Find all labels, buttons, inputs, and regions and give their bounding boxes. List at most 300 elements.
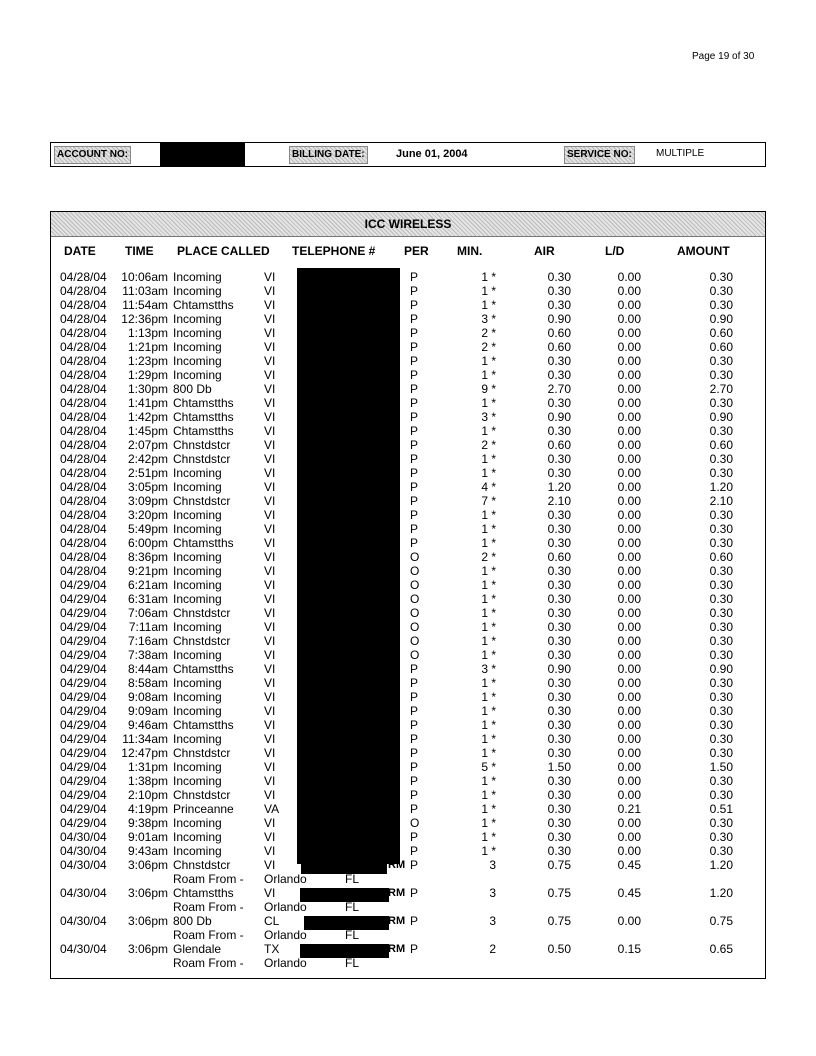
cell-time: 11:34am — [122, 732, 168, 746]
cell-time: 1:23pm — [127, 354, 168, 368]
cell-time: 7:06am — [127, 606, 168, 620]
cell-amount: 0.30 — [709, 298, 733, 312]
cell-per: O — [410, 592, 420, 606]
cell-place: Incoming — [173, 340, 222, 354]
call-row — [51, 774, 765, 788]
cell-min: 1 * — [481, 844, 496, 858]
roam-from-row — [51, 956, 765, 970]
cell-roam-state: FL — [345, 956, 360, 970]
cell-air: 0.30 — [547, 354, 571, 368]
cell-ld: 0.00 — [617, 382, 641, 396]
cell-place: Incoming — [173, 354, 222, 368]
cell-roam-label: Roam From - — [173, 928, 244, 942]
cell-ld: 0.00 — [617, 410, 641, 424]
cell-date: 04/29/04 — [60, 774, 107, 788]
header-min: MIN. — [457, 244, 483, 258]
call-row — [51, 620, 765, 634]
cell-time: 5:49pm — [127, 522, 168, 536]
cell-state: VI — [264, 788, 276, 802]
cell-date: 04/30/04 — [60, 886, 107, 900]
call-row — [51, 340, 765, 354]
cell-place: Chtamstths — [173, 424, 234, 438]
cell-per: P — [410, 284, 419, 298]
cell-per: P — [410, 886, 419, 900]
cell-min: 1 * — [481, 536, 496, 550]
call-row — [51, 522, 765, 536]
cell-air: 0.30 — [547, 844, 571, 858]
cell-date: 04/30/04 — [60, 830, 107, 844]
cell-date: 04/28/04 — [60, 452, 107, 466]
cell-per: P — [410, 788, 419, 802]
cell-ld: 0.21 — [617, 802, 641, 816]
cell-amount: 0.30 — [709, 844, 733, 858]
cell-ld: 0.00 — [617, 312, 641, 326]
cell-amount: 0.30 — [709, 536, 733, 550]
cell-min: 1 * — [481, 592, 496, 606]
cell-state: VI — [264, 298, 276, 312]
cell-amount: 0.30 — [709, 270, 733, 284]
cell-per: P — [410, 326, 419, 340]
call-row — [51, 676, 765, 690]
cell-time: 2:10pm — [127, 788, 168, 802]
cell-min: 1 * — [481, 368, 496, 382]
cell-state: VI — [264, 564, 276, 578]
cell-date: 04/28/04 — [60, 270, 107, 284]
cell-roam-state: FL — [345, 872, 360, 886]
cell-air: 0.30 — [547, 648, 571, 662]
cell-air: 2.70 — [547, 382, 571, 396]
cell-ld: 0.00 — [617, 592, 641, 606]
call-row — [51, 326, 765, 340]
cell-min: 1 * — [481, 270, 496, 284]
cell-date: 04/28/04 — [60, 424, 107, 438]
cell-ld: 0.00 — [617, 424, 641, 438]
cell-min: 3 * — [481, 312, 496, 326]
cell-place: Chnstdstcr — [173, 634, 231, 648]
cell-amount: 0.90 — [709, 410, 733, 424]
cell-amount: 0.30 — [709, 564, 733, 578]
cell-amount: 0.30 — [709, 648, 733, 662]
cell-amount: 0.30 — [709, 424, 733, 438]
cell-date: 04/30/04 — [60, 942, 107, 956]
cell-ld: 0.00 — [617, 354, 641, 368]
cell-state: VI — [264, 634, 276, 648]
cell-time: 9:08am — [127, 690, 168, 704]
cell-time: 3:09pm — [127, 494, 168, 508]
cell-amount: 0.90 — [709, 662, 733, 676]
cell-place: Chnstdstcr — [173, 452, 231, 466]
cell-state: VI — [264, 816, 276, 830]
cell-place: Incoming — [173, 578, 222, 592]
cell-amount: 0.30 — [709, 606, 733, 620]
cell-air: 0.75 — [547, 858, 571, 872]
cell-air: 0.30 — [547, 536, 571, 550]
header-per: PER — [404, 244, 429, 258]
cell-air: 0.50 — [547, 942, 571, 956]
cell-place: Chtamstths — [173, 718, 234, 732]
roam-from-row — [51, 900, 765, 914]
cell-per: P — [410, 844, 419, 858]
cell-amount: 0.60 — [709, 340, 733, 354]
cell-per: P — [410, 830, 419, 844]
cell-air: 0.30 — [547, 690, 571, 704]
cell-time: 1:29pm — [127, 368, 168, 382]
cell-roam-label: Roam From - — [173, 872, 244, 886]
cell-air: 0.30 — [547, 270, 571, 284]
cell-place: Chtamstths — [173, 536, 234, 550]
cell-time: 9:01am — [127, 830, 168, 844]
call-row — [51, 704, 765, 718]
roaming-marker: RM — [388, 887, 406, 899]
cell-time: 6:21am — [127, 578, 168, 592]
cell-state: VI — [264, 704, 276, 718]
cell-place: Incoming — [173, 326, 222, 340]
cell-date: 04/29/04 — [60, 578, 107, 592]
cell-min: 3 * — [481, 662, 496, 676]
cell-date: 04/29/04 — [60, 648, 107, 662]
cell-per: P — [410, 760, 419, 774]
cell-ld: 0.00 — [617, 508, 641, 522]
call-row — [51, 424, 765, 438]
call-row — [51, 648, 765, 662]
cell-date: 04/29/04 — [60, 746, 107, 760]
cell-air: 0.30 — [547, 746, 571, 760]
cell-time: 6:31am — [127, 592, 168, 606]
cell-date: 04/28/04 — [60, 382, 107, 396]
cell-amount: 0.30 — [709, 508, 733, 522]
roaming-marker: RM — [388, 943, 406, 955]
cell-state: VA — [264, 802, 280, 816]
cell-state: VI — [264, 830, 276, 844]
cell-place: Incoming — [173, 466, 222, 480]
cell-air: 1.20 — [547, 480, 571, 494]
billing-date-value: June 01, 2004 — [396, 148, 468, 160]
cell-amount: 0.30 — [709, 452, 733, 466]
cell-place: Chnstdstcr — [173, 438, 231, 452]
cell-place: Incoming — [173, 620, 222, 634]
cell-min: 1 * — [481, 578, 496, 592]
cell-place: Chtamstths — [173, 410, 234, 424]
cell-min: 1 * — [481, 690, 496, 704]
cell-min: 9 * — [481, 382, 496, 396]
cell-ld: 0.00 — [617, 270, 641, 284]
cell-min: 1 * — [481, 466, 496, 480]
cell-ld: 0.00 — [617, 452, 641, 466]
cell-state: VI — [264, 606, 276, 620]
cell-min: 1 * — [481, 704, 496, 718]
cell-state: VI — [264, 550, 276, 564]
cell-time: 3:06pm — [127, 858, 168, 872]
cell-amount: 0.60 — [709, 550, 733, 564]
cell-per: P — [410, 690, 419, 704]
call-row — [51, 480, 765, 494]
cell-place: Chnstdstcr — [173, 606, 231, 620]
call-row — [51, 368, 765, 382]
cell-per: P — [410, 298, 419, 312]
cell-state: VI — [264, 340, 276, 354]
cell-state: VI — [264, 368, 276, 382]
cell-time: 1:38pm — [127, 774, 168, 788]
cell-amount: 0.30 — [709, 634, 733, 648]
call-row — [51, 298, 765, 312]
cell-air: 0.30 — [547, 522, 571, 536]
cell-per: P — [410, 382, 419, 396]
cell-min: 1 * — [481, 522, 496, 536]
cell-ld: 0.00 — [617, 368, 641, 382]
cell-air: 0.30 — [547, 466, 571, 480]
cell-per: P — [410, 508, 419, 522]
cell-state: VI — [264, 620, 276, 634]
cell-air: 1.50 — [547, 760, 571, 774]
call-row — [51, 690, 765, 704]
cell-date: 04/28/04 — [60, 466, 107, 480]
header-time: TIME — [125, 244, 154, 258]
cell-min: 1 * — [481, 564, 496, 578]
cell-ld: 0.00 — [617, 536, 641, 550]
cell-amount: 0.60 — [709, 326, 733, 340]
cell-min: 1 * — [481, 830, 496, 844]
cell-min: 3 * — [481, 410, 496, 424]
cell-amount: 0.30 — [709, 746, 733, 760]
cell-time: 2:51pm — [127, 466, 168, 480]
cell-roam-city: Orlando — [264, 900, 307, 914]
header-ld: L/D — [605, 244, 625, 258]
cell-ld: 0.00 — [617, 340, 641, 354]
cell-min: 1 * — [481, 774, 496, 788]
cell-air: 0.30 — [547, 424, 571, 438]
cell-air: 0.30 — [547, 802, 571, 816]
cell-place: Incoming — [173, 704, 222, 718]
cell-time: 11:03am — [122, 284, 168, 298]
cell-ld: 0.00 — [617, 676, 641, 690]
cell-min: 2 — [489, 942, 496, 956]
cell-date: 04/29/04 — [60, 704, 107, 718]
cell-roam-city: Orlando — [264, 872, 307, 886]
cell-date: 04/28/04 — [60, 298, 107, 312]
header-place-called: PLACE CALLED — [177, 244, 270, 258]
cell-amount: 0.75 — [709, 914, 733, 928]
cell-place: Incoming — [173, 690, 222, 704]
cell-roam-label: Roam From - — [173, 956, 244, 970]
call-row — [51, 564, 765, 578]
cell-per: P — [410, 536, 419, 550]
cell-time: 1:13pm — [127, 326, 168, 340]
cell-min: 1 * — [481, 788, 496, 802]
cell-place: Incoming — [173, 508, 222, 522]
cell-per: P — [410, 802, 419, 816]
cell-state: VI — [264, 522, 276, 536]
cell-ld: 0.00 — [617, 774, 641, 788]
cell-date: 04/29/04 — [60, 760, 107, 774]
cell-ld: 0.00 — [617, 522, 641, 536]
cell-time: 9:46am — [127, 718, 168, 732]
cell-min: 2 * — [481, 438, 496, 452]
call-row — [51, 536, 765, 550]
cell-air: 0.90 — [547, 410, 571, 424]
cell-air: 0.30 — [547, 704, 571, 718]
cell-per: P — [410, 746, 419, 760]
cell-air: 0.30 — [547, 508, 571, 522]
cell-amount: 0.30 — [709, 284, 733, 298]
cell-air: 0.30 — [547, 774, 571, 788]
cell-state: VI — [264, 732, 276, 746]
cell-ld: 0.00 — [617, 704, 641, 718]
cell-amount: 0.30 — [709, 578, 733, 592]
cell-air: 0.75 — [547, 914, 571, 928]
cell-date: 04/28/04 — [60, 340, 107, 354]
cell-date: 04/29/04 — [60, 788, 107, 802]
cell-state: VI — [264, 676, 276, 690]
cell-date: 04/29/04 — [60, 662, 107, 676]
cell-time: 9:21pm — [127, 564, 168, 578]
cell-min: 1 * — [481, 634, 496, 648]
cell-air: 0.30 — [547, 732, 571, 746]
cell-roam-state: FL — [345, 900, 360, 914]
account-no-label: ACCOUNT NO: — [54, 146, 131, 164]
cell-per: P — [410, 914, 419, 928]
cell-air: 0.60 — [547, 438, 571, 452]
cell-state: VI — [264, 718, 276, 732]
call-row — [51, 802, 765, 816]
cell-time: 3:06pm — [127, 942, 168, 956]
cell-per: P — [410, 396, 419, 410]
cell-state: VI — [264, 774, 276, 788]
roam-from-row — [51, 872, 765, 886]
cell-air: 0.30 — [547, 368, 571, 382]
cell-per: P — [410, 340, 419, 354]
cell-min: 3 — [489, 858, 496, 872]
cell-ld: 0.00 — [617, 844, 641, 858]
account-info-bar — [50, 142, 766, 167]
cell-date: 04/29/04 — [60, 816, 107, 830]
cell-time: 11:54am — [122, 298, 168, 312]
cell-air: 0.30 — [547, 788, 571, 802]
cell-state: VI — [264, 326, 276, 340]
cell-state: TX — [264, 942, 280, 956]
roaming-marker: RM — [388, 915, 406, 927]
cell-date: 04/28/04 — [60, 480, 107, 494]
cell-time: 1:30pm — [127, 382, 168, 396]
call-row — [51, 270, 765, 284]
cell-state: VI — [264, 858, 276, 872]
call-row — [51, 662, 765, 676]
cell-ld: 0.45 — [617, 858, 641, 872]
cell-air: 0.30 — [547, 676, 571, 690]
cell-place: Glendale — [173, 942, 222, 956]
cell-ld: 0.00 — [617, 620, 641, 634]
cell-amount: 0.30 — [709, 718, 733, 732]
cell-per: P — [410, 732, 419, 746]
cell-time: 1:42pm — [127, 410, 168, 424]
service-no-label: SERVICE NO: — [564, 146, 635, 164]
cell-air: 0.30 — [547, 718, 571, 732]
cell-min: 1 * — [481, 298, 496, 312]
cell-per: P — [410, 662, 419, 676]
cell-ld: 0.00 — [617, 326, 641, 340]
roaming-call-row — [51, 942, 765, 956]
cell-per: O — [410, 578, 420, 592]
cell-time: 2:42pm — [127, 452, 168, 466]
cell-place: Chtamstths — [173, 396, 234, 410]
cell-amount: 0.51 — [709, 802, 733, 816]
cell-time: 4:19pm — [127, 802, 168, 816]
cell-min: 1 * — [481, 718, 496, 732]
cell-min: 1 * — [481, 354, 496, 368]
cell-per: P — [410, 704, 419, 718]
cell-ld: 0.00 — [617, 550, 641, 564]
cell-date: 04/28/04 — [60, 354, 107, 368]
cell-air: 0.30 — [547, 564, 571, 578]
cell-ld: 0.00 — [617, 284, 641, 298]
cell-date: 04/30/04 — [60, 844, 107, 858]
cell-time: 3:05pm — [127, 480, 168, 494]
account-number-redaction — [160, 143, 245, 166]
cell-state: VI — [264, 746, 276, 760]
cell-place: Incoming — [173, 676, 222, 690]
cell-state: VI — [264, 662, 276, 676]
cell-time: 1:21pm — [127, 340, 168, 354]
call-row — [51, 494, 765, 508]
cell-date: 04/28/04 — [60, 522, 107, 536]
cell-ld: 0.00 — [617, 466, 641, 480]
cell-time: 9:43am — [127, 844, 168, 858]
cell-amount: 0.30 — [709, 816, 733, 830]
cell-air: 0.30 — [547, 298, 571, 312]
cell-place: Chnstdstcr — [173, 746, 231, 760]
call-row — [51, 634, 765, 648]
cell-ld: 0.00 — [617, 718, 641, 732]
cell-per: O — [410, 550, 420, 564]
cell-time: 2:07pm — [127, 438, 168, 452]
cell-date: 04/28/04 — [60, 396, 107, 410]
cell-per: P — [410, 494, 419, 508]
cell-per: P — [410, 466, 419, 480]
cell-date: 04/28/04 — [60, 368, 107, 382]
cell-place: Incoming — [173, 774, 222, 788]
cell-time: 1:31pm — [127, 760, 168, 774]
cell-time: 7:11am — [128, 620, 168, 634]
cell-per: O — [410, 564, 420, 578]
cell-place: Chtamstths — [173, 662, 234, 676]
cell-place: Incoming — [173, 760, 222, 774]
cell-min: 1 * — [481, 606, 496, 620]
cell-state: VI — [264, 452, 276, 466]
billing-date-label: BILLING DATE: — [289, 146, 368, 164]
cell-amount: 0.60 — [709, 438, 733, 452]
cell-state: VI — [264, 578, 276, 592]
cell-roam-city: Orlando — [264, 928, 307, 942]
cell-min: 1 * — [481, 746, 496, 760]
call-row — [51, 816, 765, 830]
cell-time: 10:06am — [121, 270, 168, 284]
call-row — [51, 578, 765, 592]
cell-per: O — [410, 620, 420, 634]
cell-per: P — [410, 368, 419, 382]
cell-time: 7:38am — [127, 648, 168, 662]
cell-place: Incoming — [173, 592, 222, 606]
call-row — [51, 746, 765, 760]
cell-per: P — [410, 522, 419, 536]
cell-ld: 0.00 — [617, 298, 641, 312]
cell-date: 04/30/04 — [60, 858, 107, 872]
cell-place: Chnstdstcr — [173, 858, 231, 872]
cell-ld: 0.00 — [617, 564, 641, 578]
cell-air: 0.30 — [547, 606, 571, 620]
call-row — [51, 592, 765, 606]
cell-place: Incoming — [173, 830, 222, 844]
call-row — [51, 312, 765, 326]
cell-air: 0.30 — [547, 396, 571, 410]
